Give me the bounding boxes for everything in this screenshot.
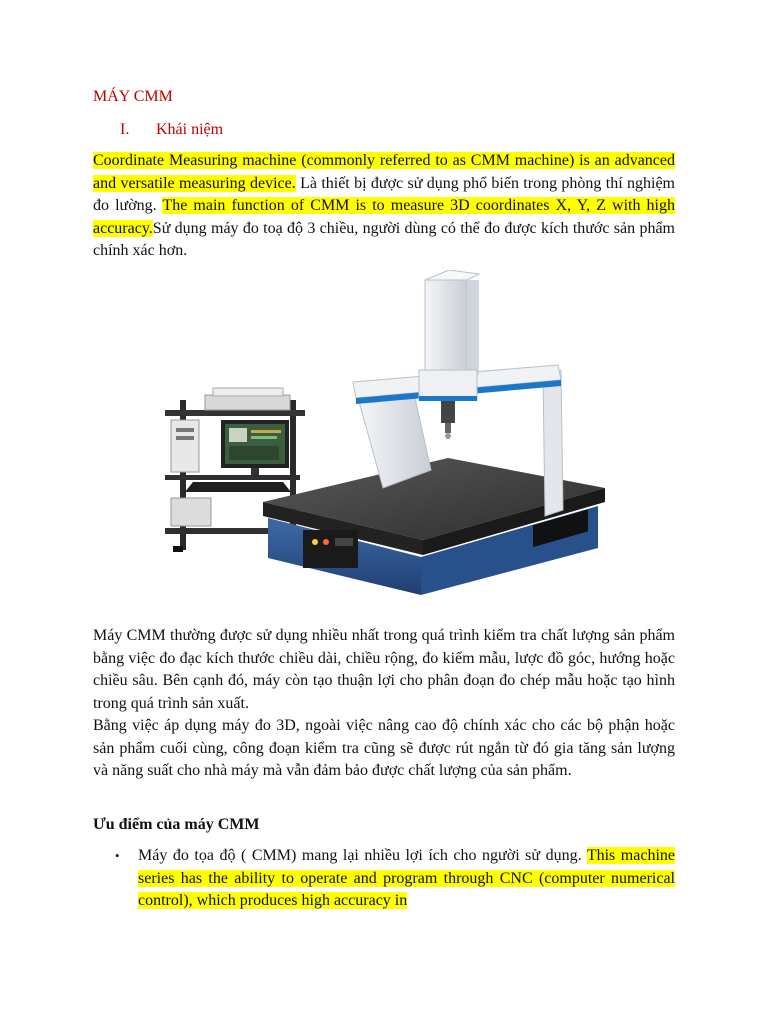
section-number: I. [120,121,130,138]
section-heading-text: Khái niệm [156,121,224,138]
highlight-cnc: This machine series has the ability to operate and program through CNC (computer numerical control), which produces high accuracy in [138,847,675,909]
advantages-list [93,845,675,913]
highlight-cmm-definition: Coordinate Measuring machine (commonly referred to as CMM machine) is an advanced and versatile measuring device. [93,152,675,192]
intro-paragraph [93,150,675,263]
highlight-cmm-function: The main function of CMM is to measure 3D coordinates X, Y, Z with high accuracy. [93,197,676,237]
bullet-icon: • [115,848,120,863]
document-title: MÁY CMM [93,88,173,105]
cmm-machine-image [143,270,613,605]
intro-text-1: Là thiết bị được sử dụng phổ biến trong phòng thí nghiệm đo lường. [93,174,676,214]
usage-paragraph: Máy CMM thường được sử dụng nhiều nhất trong quá trình kiểm tra chất lượng sản phẩm bằng việc đo đạc kích thước chiều dài, chiều rộng, đo kiểm mẫu, lược đồ góc, hướng hoặc chiều sâu. Bên cạnh đó, máy còn tạo thuận lợi cho phân đoạn đo chép mẫu hoặc tạo hình trong quá trình sản xuất. [93,627,675,712]
intro-text-2: Sử dụng máy đo toạ độ 3 chiều, người dùng có thể đo được kích thước sản phẩm chính xác hơn. [93,219,675,259]
section-heading [120,121,223,139]
advantage-text: Máy đo tọa độ ( CMM) mang lại nhiều lợi ích cho người sử dụng. [138,847,587,864]
benefit-paragraph: Bằng việc áp dụng máy đo 3D, ngoài việc nâng cao độ chính xác cho các bộ phận hoặc sản phẩm cuối cùng, công đoạn kiểm tra cũng sẽ được rút ngắn từ đó gia tăng sản lượng và năng suất cho nhà máy mà vẫn đảm bảo được chất lượng của sản phẩm. [93,717,675,779]
list-item [93,845,675,913]
advantages-heading: Ưu điểm của máy CMM [93,816,260,833]
